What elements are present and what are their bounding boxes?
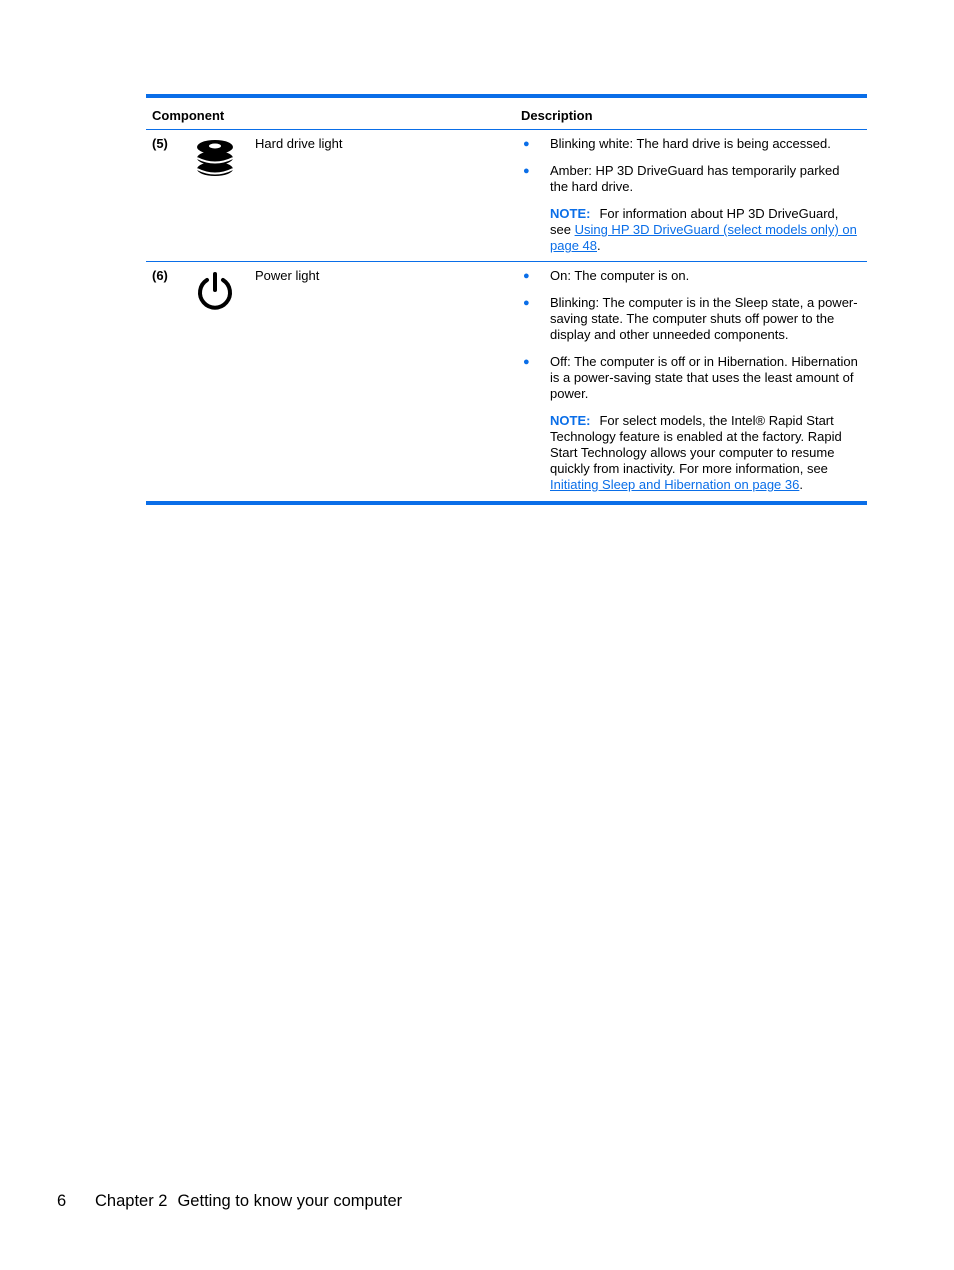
- list-item: ● Blinking white: The hard drive is being accessed.: [523, 136, 831, 151]
- note-label: NOTE:: [550, 206, 591, 221]
- list-item: ● On: The computer is on.: [523, 268, 690, 283]
- header-component: Component: [152, 108, 225, 123]
- bullet-icon: ●: [523, 297, 530, 309]
- component-description: [521, 268, 861, 493]
- table-row: [146, 130, 867, 261]
- row-number: (6): [152, 268, 168, 283]
- component-table: [146, 94, 867, 505]
- bullet-icon: ●: [523, 356, 530, 368]
- note-label: NOTE:: [550, 413, 591, 428]
- bullet-icon: ●: [523, 270, 530, 282]
- power-icon: [194, 270, 236, 312]
- chapter-title: Getting to know your computer: [177, 1192, 403, 1210]
- list-item: ● Amber: HP 3D DriveGuard has temporarily parked the hard drive.: [523, 163, 840, 194]
- chapter-label: Chapter 2: [95, 1192, 168, 1210]
- note: NOTE: For information about HP 3D DriveGuard, see Using HP 3D DriveGuard (select models only) on page 48.: [550, 206, 857, 253]
- component-description: [521, 136, 861, 254]
- table-header: [146, 98, 867, 129]
- table-row: [146, 262, 867, 501]
- header-description: Description: [521, 108, 593, 123]
- table-bottom-rule: [146, 501, 867, 505]
- bullet-icon: ●: [523, 138, 530, 150]
- row-number: (5): [152, 136, 168, 151]
- page-footer: [57, 1192, 402, 1211]
- sleep-hibernation-link[interactable]: Initiating Sleep and Hibernation on page 36: [550, 477, 800, 492]
- list-item: ● Blinking: The computer is in the Sleep state, a power-saving state. The computer shuts off power to the display and other unneeded components.: [523, 295, 858, 342]
- hard-drive-icon: [194, 138, 236, 180]
- note: NOTE: For select models, the Intel® Rapid Start Technology feature is enabled at the factory. Rapid Start Technology allows your computer to resume quickly from inactivity. For more information, see Initiating Sleep and Hibernation on page 36.: [550, 413, 842, 492]
- list-item: ● Off: The computer is off or in Hibernation. Hibernation is a power-saving state that uses the least amount of power.: [523, 354, 858, 401]
- drive-guard-link[interactable]: Using HP 3D DriveGuard (select models only) on page 48: [550, 222, 857, 253]
- bullet-icon: ●: [523, 165, 530, 177]
- component-name: Power light: [255, 268, 320, 283]
- component-name: Hard drive light: [255, 136, 343, 151]
- page-number: 6: [57, 1192, 67, 1210]
